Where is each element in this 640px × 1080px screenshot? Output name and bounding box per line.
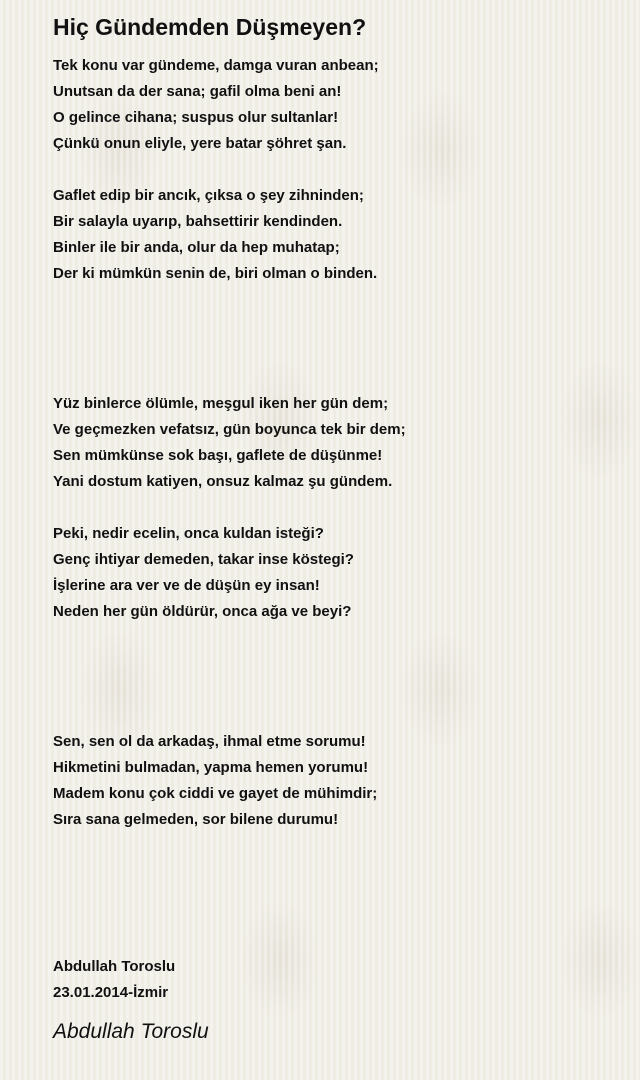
poem-line: Ve geçmezken vefatsız, gün boyunca tek bir dem; — [53, 421, 406, 438]
poem-line: Yüz binlerce ölümle, meşgul iken her gün dem; — [53, 395, 389, 412]
poem-line: Genç ihtiyar demeden, takar inse köstegi? — [53, 551, 354, 568]
date-place: 23.01.2014-İzmir — [53, 984, 169, 1001]
stanza-gap — [53, 495, 613, 521]
poem-line: İşlerine ara ver ve de düşün ey insan! — [53, 577, 320, 594]
poem-line: Yani dostum katiyen, onsuz kalmaz şu gündem. — [53, 473, 393, 490]
poem-line: Unutsan da der sana; gafil olma beni an! — [53, 83, 342, 100]
author-name: Abdullah Toroslu — [53, 958, 176, 975]
poem-line: Çünkü onun eliyle, yere batar şöhret şan. — [53, 135, 347, 152]
poem-line: O gelince cihana; suspus olur sultanlar! — [53, 109, 339, 126]
poem-line: Tek konu var gündeme, damga vuran anbean; — [53, 57, 379, 74]
poem-line: Sen mümkünse sok başı, gaflete de düşünme! — [53, 447, 383, 464]
poem-line: Binler ile bir anda, olur da hep muhatap; — [53, 239, 340, 256]
poem-line: Gaflet edip bir ancık, çıksa o şey zihninden; — [53, 187, 364, 204]
author-block — [53, 954, 175, 1006]
poem-line: Neden her gün öldürür, onca ağa ve beyi? — [53, 603, 352, 620]
poem-line: Hikmetini bulmadan, yapma hemen yorumu! — [53, 759, 369, 776]
stanza-4 — [53, 521, 613, 625]
author-signature: Abdullah Toroslu — [53, 1020, 209, 1043]
poem-line: Der ki mümkün senin de, biri olman o binden. — [53, 265, 378, 282]
poem-title: Hiç Gündemden Düşmeyen? — [53, 14, 367, 40]
poem-line: Bir salayla uyarıp, bahsettirir kendinden. — [53, 213, 343, 230]
poem-line: Madem konu çok ciddi ve gayet de mühimdir; — [53, 785, 378, 802]
poem-line: Peki, nedir ecelin, onca kuldan isteği? — [53, 525, 324, 542]
stanza-2 — [53, 183, 613, 287]
stanza-gap — [53, 157, 613, 183]
stanza-3 — [53, 391, 613, 495]
poem-body — [53, 53, 613, 833]
stanza-gap — [53, 625, 613, 729]
poem-line: Sıra sana gelmeden, sor bilene durumu! — [53, 811, 339, 828]
stanza-gap — [53, 287, 613, 391]
stanza-5 — [53, 729, 613, 833]
poem-line: Sen, sen ol da arkadaş, ihmal etme sorumu! — [53, 733, 366, 750]
stanza-1 — [53, 53, 613, 157]
